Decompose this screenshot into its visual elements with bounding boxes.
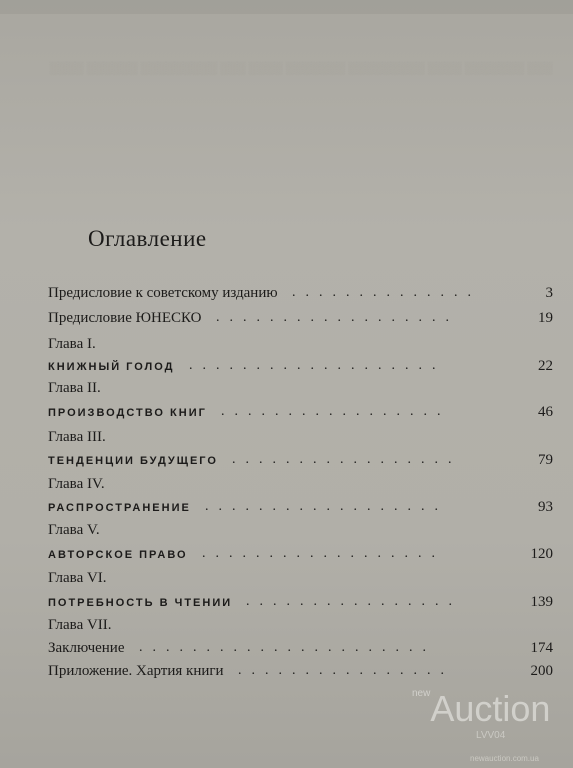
toc-leader-dots: ................: [238, 663, 454, 678]
toc-entry: [48, 476, 553, 496]
toc-leader-dots: ...................: [189, 358, 446, 373]
toc-entry: [48, 546, 553, 566]
toc-entry-title: Глава III.: [48, 429, 106, 445]
toc-entry: [48, 617, 553, 637]
toc-entry: [48, 310, 553, 330]
toc-leader-dots: ..............: [292, 285, 481, 300]
toc-page-number: 200: [530, 663, 553, 679]
watermark-seller: LVV04: [476, 730, 506, 741]
toc-entry-title: Глава IV.: [48, 476, 105, 492]
toc-entry-title: Глава VI.: [48, 570, 107, 586]
toc-entry-title: Глава V.: [48, 522, 100, 538]
toc-entry-title: Глава VII.: [48, 617, 112, 633]
toc-leader-dots: .................: [232, 452, 462, 467]
toc-heading: Оглавление: [88, 226, 207, 251]
toc-entry-title: Предисловие ЮНЕСКО: [48, 310, 202, 326]
toc-page-number: 174: [530, 640, 553, 656]
toc-page-number: 19: [538, 310, 553, 326]
toc-entry-title: ПОТРЕБНОСТЬ В ЧТЕНИИ: [48, 597, 233, 609]
watermark-brand: Auction: [430, 688, 551, 729]
toc-entry-title: Предисловие к советскому изданию: [48, 285, 278, 301]
toc-leader-dots: ..................: [202, 546, 445, 561]
toc-leader-dots: ..................: [205, 499, 448, 514]
toc-entry: [48, 594, 553, 614]
toc-entry: [48, 663, 553, 683]
toc-entry: [48, 429, 553, 449]
toc-entry-title: РАСПРОСТРАНЕНИЕ: [48, 502, 191, 514]
toc-entry: [48, 452, 553, 472]
toc-page-number: 120: [530, 546, 553, 562]
toc-entry-title: ПРОИЗВОДСТВО КНИГ: [48, 407, 207, 419]
toc-leader-dots: ..................: [216, 310, 459, 325]
toc-entry: [48, 522, 553, 542]
toc-entry: [48, 499, 553, 519]
toc-entry-title: ТЕНДЕНЦИИ БУДУЩЕГО: [48, 455, 218, 467]
toc-entry: [48, 336, 553, 356]
bleed-through-text: ░░░ ░░░░░░░ ░░░░ ░░░░░░░░░ ░░░░░░░ ░░░░ ░░░ ░░░░░░░░░ ░░░░░░ ░░░░: [49, 61, 553, 75]
toc-entry-title: АВТОРСКОЕ ПРАВО: [48, 549, 188, 561]
toc-entry: [48, 358, 553, 378]
toc-leader-dots: ................: [246, 594, 462, 609]
toc-entry: [48, 640, 553, 660]
toc-page-number: 79: [538, 452, 553, 468]
toc-entry-title: КНИЖНЫЙ ГОЛОД: [48, 361, 175, 373]
toc-leader-dots: .................: [221, 404, 451, 419]
toc-entry: [48, 404, 553, 424]
auction-watermark: [412, 688, 550, 730]
toc-entry-title: Заключение: [48, 640, 125, 656]
toc-page-number: 93: [538, 499, 553, 515]
toc-page-number: 3: [545, 285, 553, 301]
toc-entry-title: Приложение. Хартия книги: [48, 663, 224, 679]
toc-leader-dots: ......................: [139, 640, 436, 655]
toc-page-number: 46: [538, 404, 553, 420]
toc-entry: [48, 285, 553, 305]
toc-entry-title: Глава I.: [48, 336, 96, 352]
watermark-url: newauction.com.ua: [470, 754, 539, 763]
toc-page-number: 22: [538, 358, 553, 374]
toc-entry: [48, 380, 553, 400]
toc-page-number: 139: [530, 594, 553, 610]
page-top-edge: [0, 0, 573, 14]
toc-entry-title: Глава II.: [48, 380, 101, 396]
toc-entry: [48, 570, 553, 590]
watermark-prefix: new: [412, 688, 431, 699]
